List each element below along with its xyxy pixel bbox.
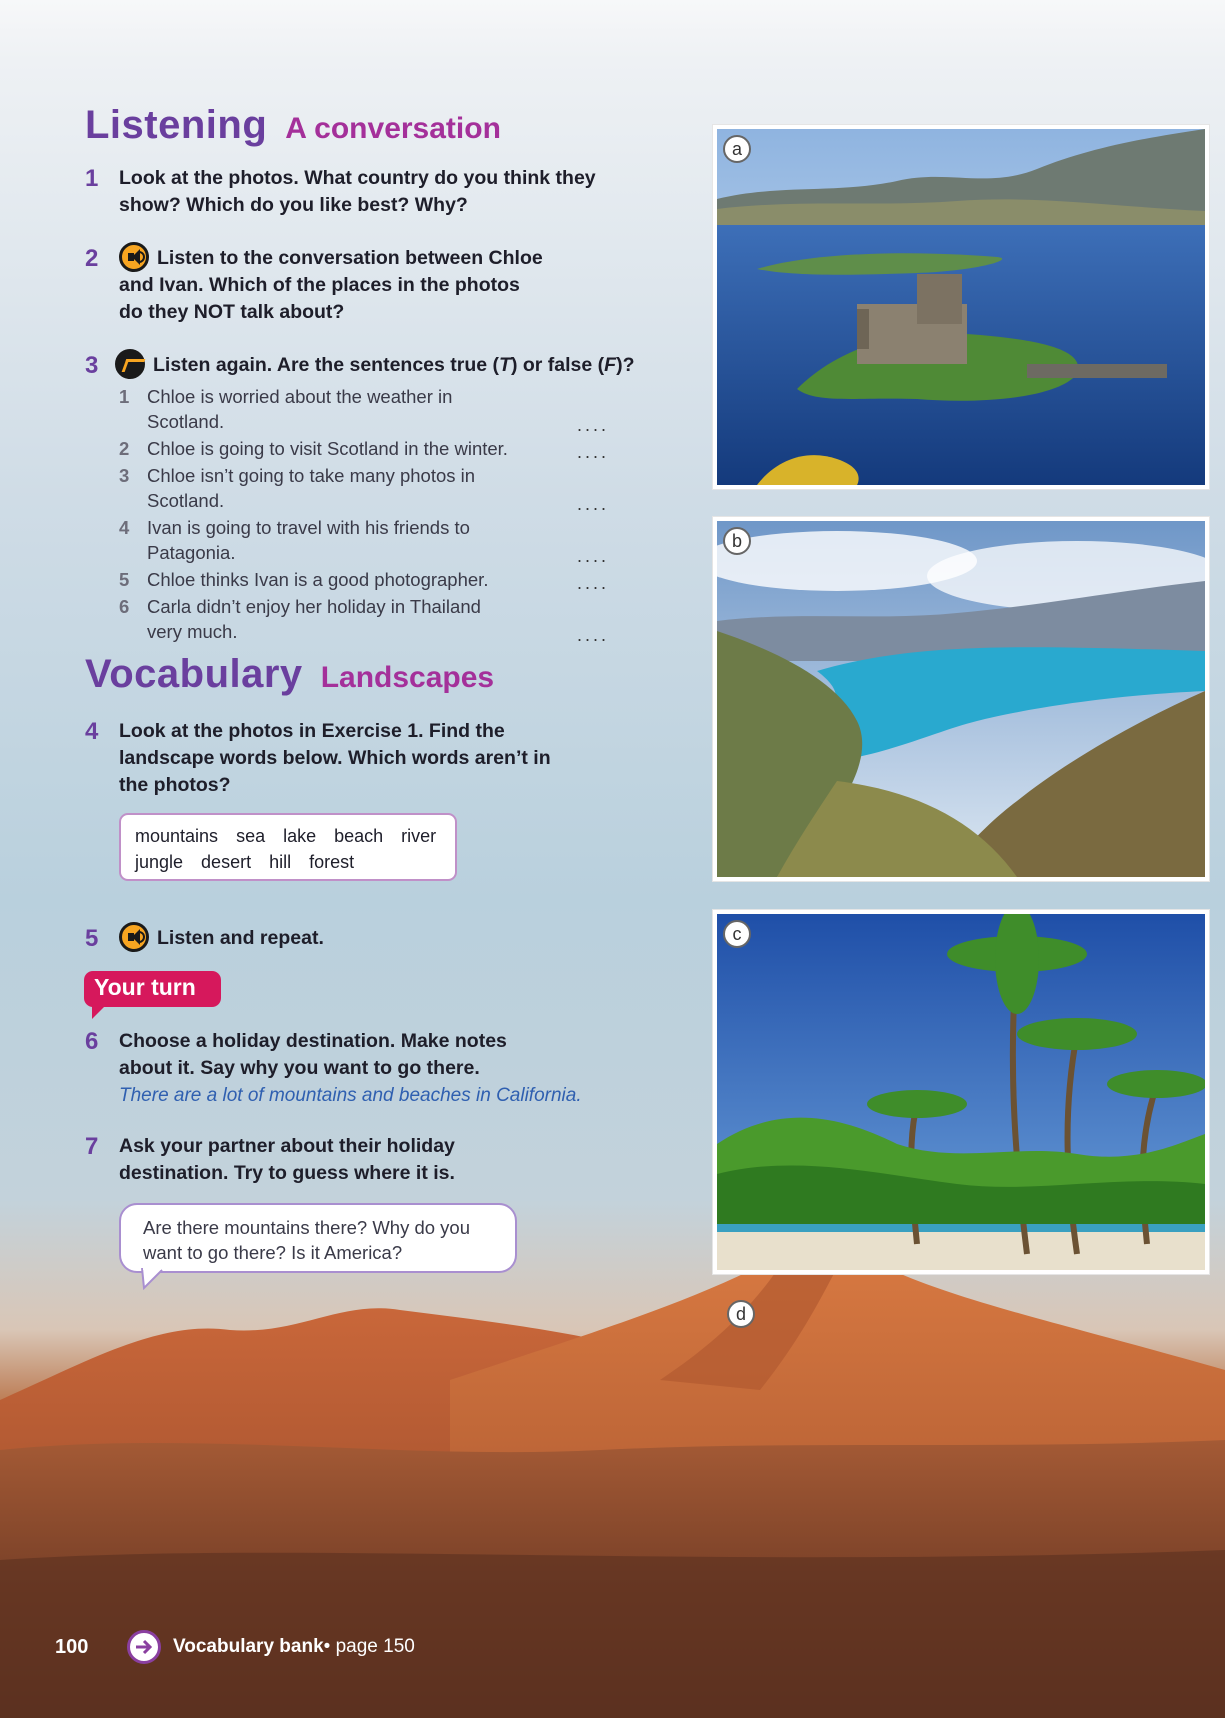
- exercise-number: 3: [85, 352, 99, 379]
- page-footer: [55, 1630, 415, 1664]
- turquoise-lakes-photo: [717, 521, 1205, 877]
- listening-heading: [85, 103, 501, 148]
- exercise-text: Listen to the conversation between Chloe and Ivan. Which of the places in the photos do they NOT talk about?: [119, 247, 543, 323]
- word: desert: [201, 852, 252, 872]
- word-box: [119, 813, 457, 881]
- exercise-instruction: [119, 925, 645, 952]
- answer-blank[interactable]: ....: [576, 625, 609, 645]
- false-letter: F: [604, 354, 617, 376]
- photo-b: [713, 517, 1209, 881]
- answer-blank[interactable]: ....: [576, 573, 609, 593]
- castle-on-lake-photo: [717, 129, 1205, 485]
- word: sea: [236, 826, 266, 846]
- speech-bubble-tail: [140, 1268, 164, 1290]
- answer-blank[interactable]: ....: [576, 546, 609, 566]
- word: hill: [269, 852, 292, 872]
- exercise-2: [85, 245, 645, 326]
- exercise-text: Listen and repeat.: [157, 927, 324, 949]
- exercise-number: 7: [85, 1133, 99, 1160]
- answer-blank[interactable]: ....: [576, 442, 609, 462]
- item-text: Chloe isn’t going to take many photos in Scotland.: [147, 465, 476, 511]
- exercise-number: 5: [85, 925, 99, 952]
- photo-a: [713, 125, 1209, 489]
- arrow-right-icon[interactable]: [127, 1630, 161, 1664]
- word-row: [135, 849, 441, 875]
- example-sentence: There are a lot of mountains and beaches in California.: [119, 1085, 582, 1106]
- word: lake: [283, 826, 317, 846]
- list-item: [119, 594, 619, 644]
- list-item: [119, 436, 619, 461]
- exercise-6: [85, 1028, 645, 1109]
- item-text: Carla didn’t enjoy her holiday in Thailand very much.: [147, 596, 481, 642]
- exercise-5: [85, 925, 645, 952]
- section-title-vocabulary: Vocabulary: [85, 652, 303, 696]
- section-subtitle-landscapes: Landscapes: [320, 661, 495, 694]
- exercise-3: [85, 352, 645, 379]
- exercise-instruction: Choose a holiday destination. Make notes about it. Say why you want to go there.: [119, 1030, 507, 1079]
- vocabulary-heading: [85, 652, 494, 697]
- exercise-instruction: [115, 352, 645, 379]
- word-row: [135, 823, 441, 849]
- exercise-number: 4: [85, 718, 99, 745]
- list-item: [119, 567, 619, 592]
- exercise-number: 2: [85, 245, 99, 272]
- photo-label-d: d: [727, 1300, 755, 1328]
- exercise-7: [85, 1133, 645, 1187]
- exercise-text: )?: [616, 354, 635, 376]
- item-number: 1: [119, 386, 130, 407]
- photo-label: a: [723, 135, 751, 163]
- exercise-text: Listen again. Are the sentences true (: [153, 354, 500, 376]
- exercise-instruction: Ask your partner about their holiday destination. Try to guess where it is.: [119, 1135, 455, 1184]
- item-text: Chloe thinks Ivan is a good photographer.: [147, 569, 489, 590]
- item-text: Chloe is worried about the weather in Scotland.: [147, 386, 453, 432]
- true-letter: T: [499, 354, 511, 376]
- answer-blank[interactable]: ....: [576, 415, 609, 435]
- audio-replay-icon[interactable]: [115, 349, 145, 379]
- audio-speaker-icon[interactable]: [119, 242, 149, 272]
- photo-c: [713, 910, 1209, 1274]
- exercise-number: 6: [85, 1028, 99, 1055]
- list-item: [119, 515, 619, 565]
- answer-blank[interactable]: ....: [576, 494, 609, 514]
- word: river: [401, 826, 437, 846]
- section-title-listening: Listening: [85, 103, 268, 147]
- item-number: 3: [119, 465, 130, 486]
- word: mountains: [135, 826, 219, 846]
- speech-bubble: Are there mountains there? Why do you want to go there? Is it America?: [119, 1203, 517, 1273]
- exercise-1: [85, 165, 645, 219]
- word: jungle: [135, 852, 184, 872]
- item-number: 6: [119, 596, 130, 617]
- word: beach: [334, 826, 384, 846]
- photo-label: c: [723, 920, 751, 948]
- item-number: 2: [119, 438, 130, 459]
- exercise-4: [85, 718, 645, 799]
- exercise-text: ) or false (: [510, 354, 605, 376]
- exercise-number: 1: [85, 165, 99, 192]
- true-false-list: [119, 384, 619, 646]
- page-number: 100: [55, 1635, 89, 1658]
- list-item: [119, 384, 619, 434]
- item-text: Ivan is going to travel with his friends to Patagonia.: [147, 517, 470, 563]
- list-item: [119, 463, 619, 513]
- section-subtitle-conversation: A conversation: [285, 112, 501, 145]
- vocabulary-bank-link[interactable]: Vocabulary bank: [173, 1636, 324, 1657]
- palm-beach-photo: [717, 914, 1205, 1270]
- exercise-instruction: Look at the photos in Exercise 1. Find the landscape words below. Which words aren’t in the photos?: [119, 720, 551, 796]
- exercise-instruction: Look at the photos. What country do you think they show? Which do you like best? Why?: [119, 167, 596, 216]
- exercise-instruction: [119, 245, 549, 326]
- word: forest: [309, 852, 355, 872]
- your-turn-badge: Your turn: [84, 971, 221, 1007]
- item-number: 4: [119, 517, 130, 538]
- vocabulary-bank-page: • page 150: [323, 1636, 415, 1657]
- photo-label: b: [723, 527, 751, 555]
- audio-speaker-icon[interactable]: [119, 922, 149, 952]
- item-text: Chloe is going to visit Scotland in the winter.: [147, 438, 508, 459]
- item-number: 5: [119, 569, 130, 590]
